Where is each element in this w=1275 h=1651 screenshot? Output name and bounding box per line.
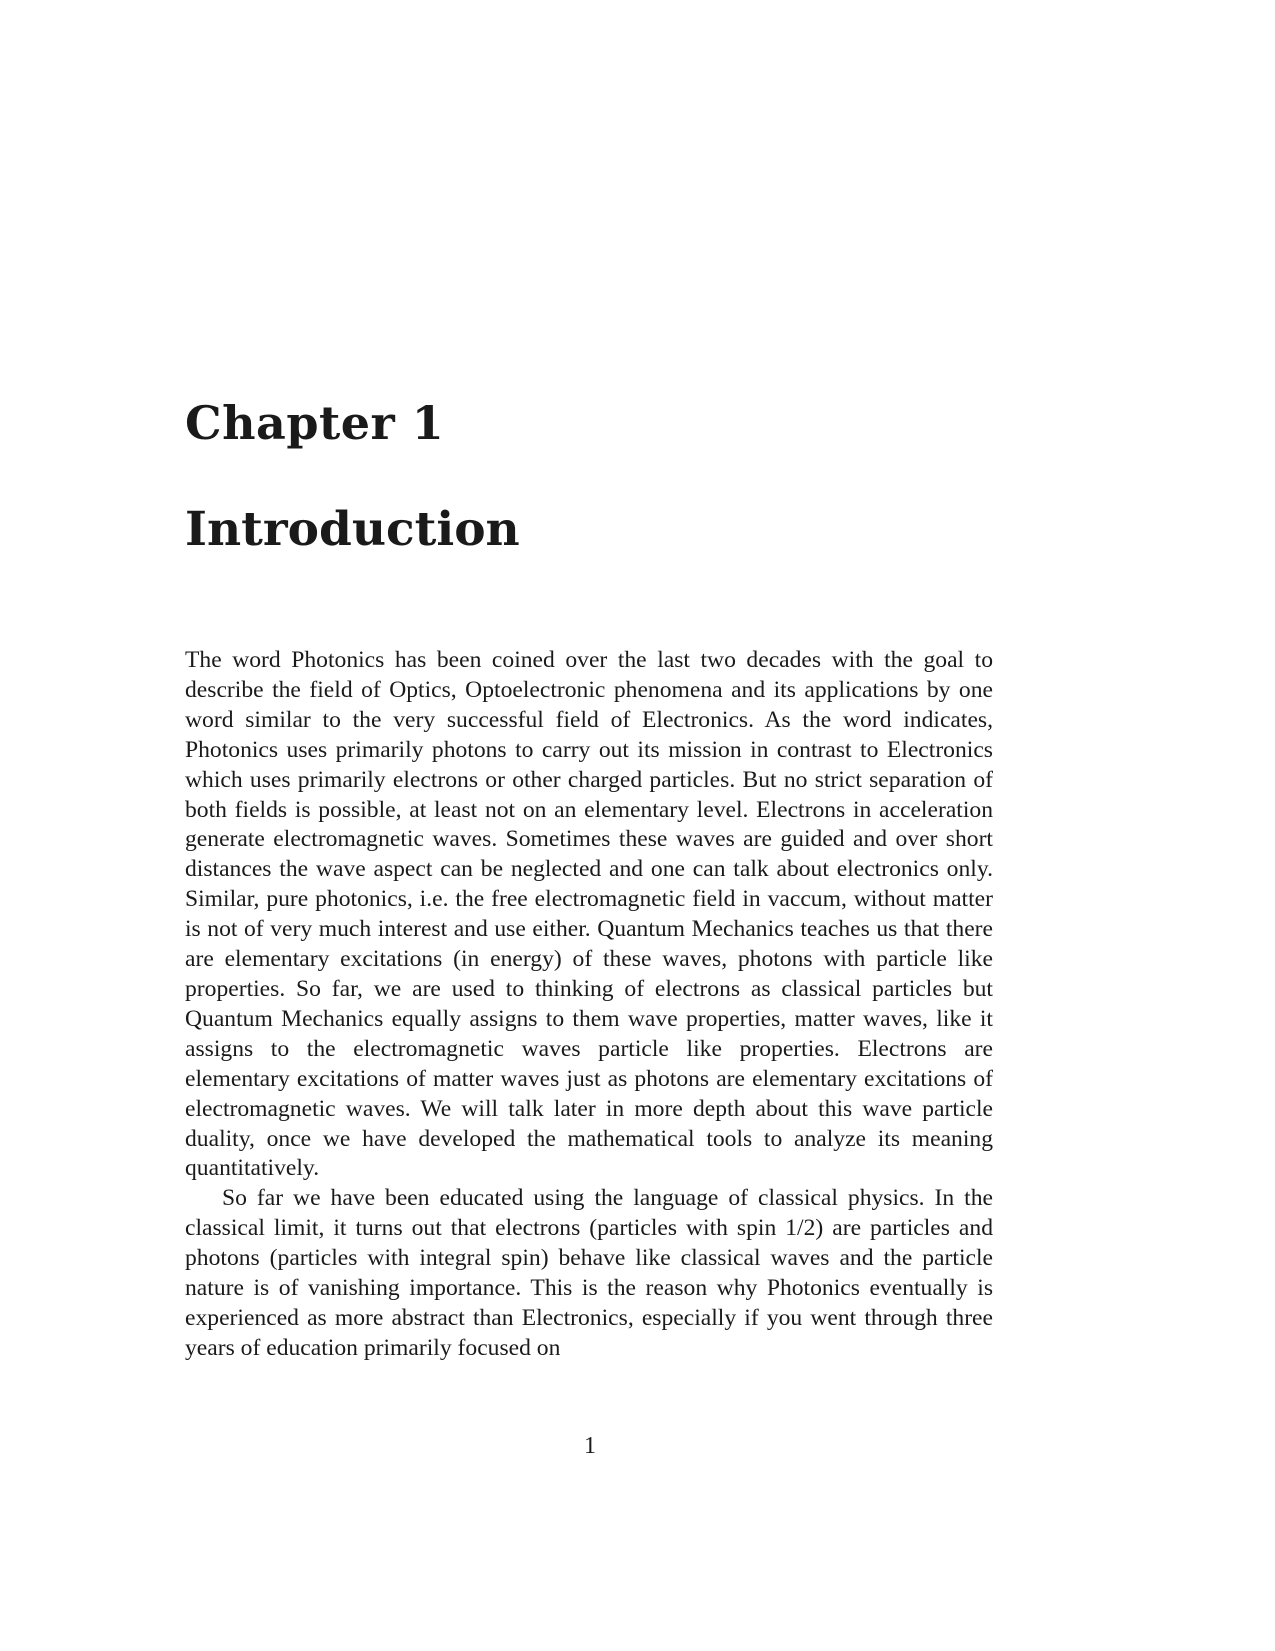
- paragraph-2: So far we have been educated using the language of classical physics. In the classical limit, it turns out that electrons (particles with spin 1/2) are particles and photons (particles with integral spin) behave like classical waves and the particle nature is of vanishing importance. This is the reason why Photonics eventually is experienced as more abstract than Electronics, especially if you went through three years of education primarily focused on: [185, 1185, 993, 1361]
- chapter-label: Chapter 1: [185, 396, 445, 450]
- chapter-title: Introduction: [185, 502, 520, 557]
- paragraph-1: The word Photonics has been coined over the last two decades with the goal to describe the field of Optics, Optoelectronic phenomena and its applications by one word similar to the very successful field of Electronics. As the word indicates, Photonics uses primarily photons to carry out its mission in contrast to Electronics which uses primarily electrons or other charged particles. But no strict separation of both fields is possible, at least not on an elementary level. Electrons in acceleration generate electromagnetic waves. Sometimes these waves are guided and over short distances the wave aspect can be neglected and one can talk about electronics only. Similar, pure photonics, i.e. the free electromagnetic field in vaccum, without matter is not of very much interest and use either. Quantum Mechanics teaches us that there are elementary excitations (in energy) of these waves, photons with particle like properties. So far, we are used to thinking of electrons as classical particles but Quantum Mechanics equally assigns to them wave properties, matter waves, like it assigns to the electromagnetic waves particle like properties. Electrons are elementary excitations of matter waves just as photons are elementary excitations of electromagnetic waves. We will talk later in more depth about this wave particle duality, once we have developed the mathematical tools to analyze its meaning quantitatively.: [185, 647, 993, 1182]
- body-text: [185, 646, 993, 1364]
- page-number: 1: [584, 1433, 596, 1459]
